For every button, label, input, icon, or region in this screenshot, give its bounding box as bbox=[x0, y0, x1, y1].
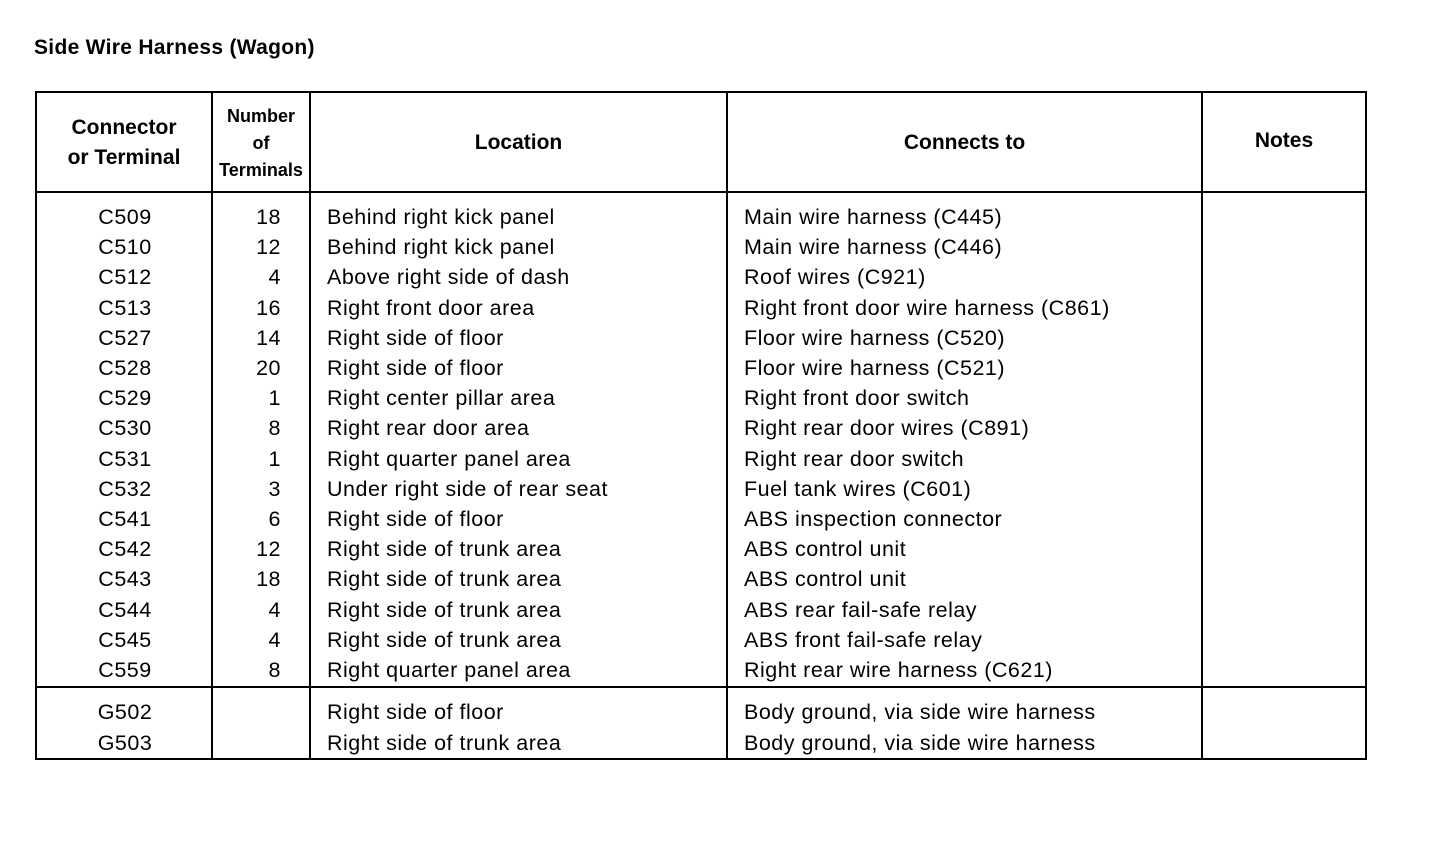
table-row bbox=[37, 474, 1365, 504]
table-row bbox=[37, 202, 1365, 232]
connector-id: C531 bbox=[98, 446, 152, 471]
connector-id: C527 bbox=[98, 325, 152, 350]
table-row bbox=[37, 504, 1365, 534]
location: Right quarter panel area bbox=[327, 658, 571, 682]
location: Right side of trunk area bbox=[327, 537, 562, 562]
header-location-label: Location bbox=[474, 131, 563, 154]
connects-to: ABS inspection connector bbox=[744, 507, 1003, 531]
terminal-count: 1 bbox=[268, 386, 281, 411]
connector-id: C545 bbox=[98, 627, 152, 652]
terminal-count: 8 bbox=[268, 416, 281, 441]
table-row bbox=[37, 323, 1365, 353]
connector-id: C543 bbox=[98, 567, 152, 592]
location: Under right side of rear seat bbox=[327, 476, 608, 501]
header-notes-label: Notes bbox=[1254, 129, 1314, 152]
header-number-line2: of bbox=[252, 132, 270, 153]
connector-id: G502 bbox=[97, 700, 153, 724]
connects-to: Right front door wire harness (C861) bbox=[744, 295, 1110, 320]
table-row bbox=[37, 444, 1365, 474]
connector-id: C530 bbox=[98, 416, 152, 441]
header-connects-to-label: Connects to bbox=[903, 131, 1026, 154]
connects-to: ABS front fail-safe relay bbox=[744, 627, 983, 652]
header-number-line3: Terminals bbox=[219, 159, 303, 180]
location: Behind right kick panel bbox=[327, 205, 555, 229]
terminal-count: 12 bbox=[256, 235, 281, 260]
location: Right front door area bbox=[327, 295, 535, 320]
header-connector-line1: Connector bbox=[71, 116, 177, 139]
connector-id: C541 bbox=[98, 507, 152, 531]
table-row bbox=[37, 383, 1365, 413]
terminal-count: 6 bbox=[268, 507, 281, 531]
connects-to: ABS control unit bbox=[744, 567, 907, 592]
connects-to: Body ground, via side wire harness bbox=[744, 700, 1096, 724]
table-row bbox=[37, 728, 1365, 758]
connector-id: C559 bbox=[98, 658, 152, 682]
table-row bbox=[37, 262, 1365, 292]
header-number-line1: Number bbox=[226, 105, 295, 126]
table-row bbox=[37, 353, 1365, 383]
terminal-count: 12 bbox=[256, 537, 281, 562]
table-row bbox=[37, 293, 1365, 323]
table-row bbox=[37, 413, 1365, 443]
terminal-count: 8 bbox=[268, 658, 281, 682]
location: Above right side of dash bbox=[327, 265, 570, 290]
table-row bbox=[37, 595, 1365, 625]
location: Right quarter panel area bbox=[327, 446, 571, 471]
connects-to: Fuel tank wires (C601) bbox=[744, 476, 972, 501]
connects-to: Main wire harness (C446) bbox=[744, 235, 1003, 260]
connector-table bbox=[35, 91, 1367, 760]
terminal-count: 3 bbox=[268, 476, 281, 501]
location: Right side of floor bbox=[327, 700, 504, 724]
table-row bbox=[37, 232, 1365, 262]
location: Right side of trunk area bbox=[327, 730, 562, 755]
header-connects-to bbox=[728, 93, 1201, 193]
connector-id: C529 bbox=[98, 386, 152, 411]
connects-to: Roof wires (C921) bbox=[744, 265, 926, 290]
terminal-count: 16 bbox=[256, 295, 281, 320]
table-row bbox=[37, 655, 1365, 685]
connects-to: Right rear wire harness (C621) bbox=[744, 658, 1053, 682]
connector-id: C544 bbox=[98, 597, 152, 622]
location: Right side of floor bbox=[327, 325, 504, 350]
location: Right rear door area bbox=[327, 416, 530, 441]
connector-id: C532 bbox=[98, 476, 152, 501]
location: Right side of floor bbox=[327, 356, 504, 380]
connects-to: Right rear door switch bbox=[744, 446, 965, 471]
connector-id: C542 bbox=[98, 537, 152, 562]
section-divider bbox=[37, 686, 1365, 688]
location: Right side of trunk area bbox=[327, 627, 562, 652]
table-row bbox=[37, 697, 1365, 727]
terminal-count: 20 bbox=[256, 356, 281, 380]
connects-to: ABS rear fail-safe relay bbox=[744, 597, 978, 622]
connector-id: C528 bbox=[98, 356, 152, 380]
location: Behind right kick panel bbox=[327, 235, 555, 260]
connects-to: Floor wire harness (C520) bbox=[744, 325, 1006, 350]
header-connector bbox=[37, 93, 211, 193]
connects-to: Right rear door wires (C891) bbox=[744, 416, 1030, 441]
terminal-count: 4 bbox=[268, 265, 281, 290]
connector-id: C509 bbox=[98, 205, 152, 229]
connects-to: ABS control unit bbox=[744, 537, 907, 562]
connects-to: Floor wire harness (C521) bbox=[744, 356, 1006, 380]
connects-to: Right front door switch bbox=[744, 386, 970, 411]
header-number bbox=[213, 93, 309, 193]
terminal-count: 1 bbox=[268, 446, 281, 471]
terminal-count: 14 bbox=[256, 325, 281, 350]
table-row bbox=[37, 534, 1365, 564]
connector-id: C512 bbox=[98, 265, 152, 290]
table-row bbox=[37, 564, 1365, 594]
table-row bbox=[37, 625, 1365, 655]
page-title: Side Wire Harness (Wagon) bbox=[34, 36, 315, 59]
location: Right center pillar area bbox=[327, 386, 556, 411]
location: Right side of trunk area bbox=[327, 567, 562, 592]
terminal-count: 18 bbox=[256, 567, 281, 592]
location: Right side of trunk area bbox=[327, 597, 562, 622]
terminal-count: 4 bbox=[268, 627, 281, 652]
terminal-count: 18 bbox=[256, 205, 281, 229]
header-location bbox=[311, 93, 726, 193]
connects-to: Body ground, via side wire harness bbox=[744, 730, 1096, 755]
header-connector-line2: or Terminal bbox=[67, 146, 181, 169]
connector-id: C513 bbox=[98, 295, 152, 320]
location: Right side of floor bbox=[327, 507, 504, 531]
connector-id: G503 bbox=[97, 730, 153, 755]
connects-to: Main wire harness (C445) bbox=[744, 205, 1003, 229]
terminal-count: 4 bbox=[268, 597, 281, 622]
header-notes bbox=[1203, 93, 1365, 193]
connector-id: C510 bbox=[98, 235, 152, 260]
